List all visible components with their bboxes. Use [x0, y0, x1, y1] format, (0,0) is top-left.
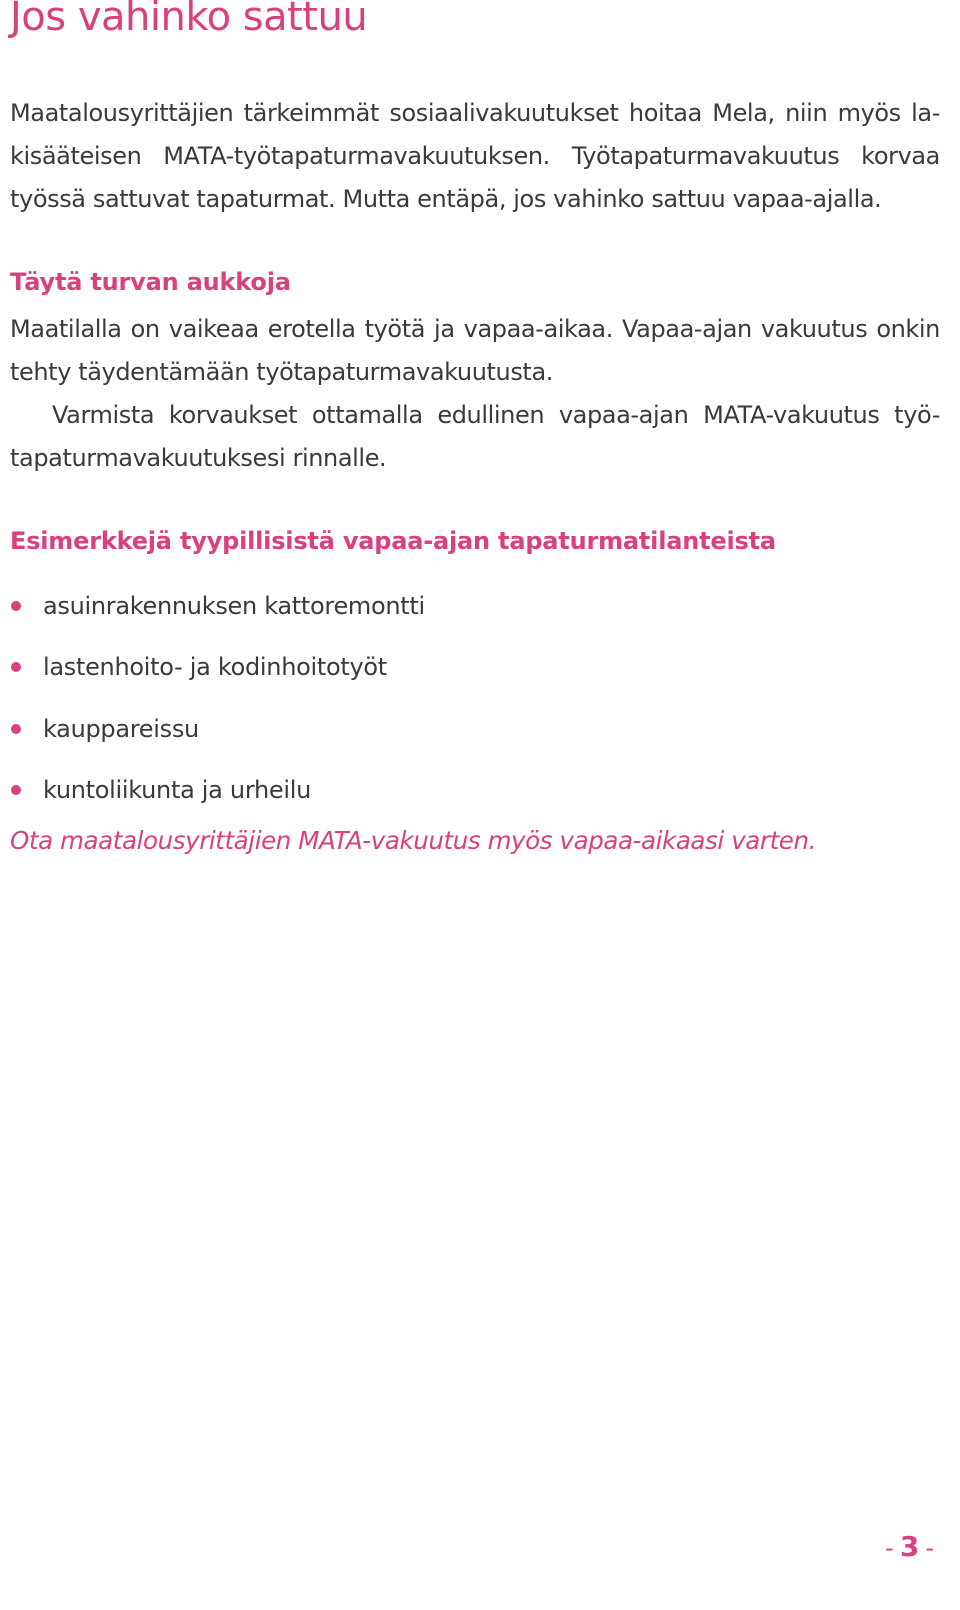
page-number-dash-right: - [925, 1534, 934, 1562]
bullet-dot-icon [11, 724, 21, 734]
page-number-dash-left: - [885, 1534, 894, 1562]
list-item-text: kuntoliikunta ja urheilu [43, 775, 311, 804]
list-item-text: lastenhoito- ja kodinhoitotyöt [43, 653, 387, 682]
section1-p1-line-2: tehty täydentämään työtapaturmavakuutusta. [10, 358, 553, 386]
section1-p1-line-1: Maatilalla on vaikeaa erotella työtä ja vapaa-aikaa. Vapaa-ajan vakuutus onkin [10, 315, 940, 343]
intro-line-3: työssä sattuvat tapaturmat. Mutta entäpä, jos vahinko sattuu vapaa-ajalla. [10, 185, 882, 213]
section1-paragraph-2 [10, 394, 940, 480]
page-number [885, 1530, 934, 1563]
section1-p2-line-1: Varmista korvaukset ottamalla edullinen vapaa-ajan MATA-vakuutus työ- [52, 401, 940, 429]
section1-paragraph-1 [10, 308, 940, 394]
intro-paragraph [10, 92, 940, 221]
page-number-value: 3 [899, 1530, 920, 1563]
bullet-dot-icon [11, 785, 21, 795]
intro-line-2: kisääteisen MATA-työtapaturmavakuutuksen. Työtapaturmavakuutus korvaa [10, 142, 940, 170]
page-title: Jos vahinko sattuu [10, 0, 368, 40]
intro-line-1: Maatalousyrittäjien tärkeimmät sosiaalivakuutukset hoitaa Mela, niin myös la- [10, 99, 940, 127]
section-heading-examples: Esimerkkejä tyypillisistä vapaa-ajan tapaturmatilanteista [10, 527, 776, 555]
section-heading-fill-gaps: Täytä turvan aukkoja [10, 268, 291, 296]
bullet-dot-icon [11, 662, 21, 672]
list-item-text: asuinrakennuksen kattoremontti [43, 592, 425, 620]
list-item-text: kauppareissu [43, 714, 199, 743]
section1-p2-line-2: tapaturmavakuutuksesi rinnalle. [10, 444, 387, 472]
bullet-dot-icon [11, 601, 21, 611]
closing-statement: Ota maatalousyrittäjien MATA-vakuutus myös vapaa-aikaasi varten. [10, 826, 816, 855]
